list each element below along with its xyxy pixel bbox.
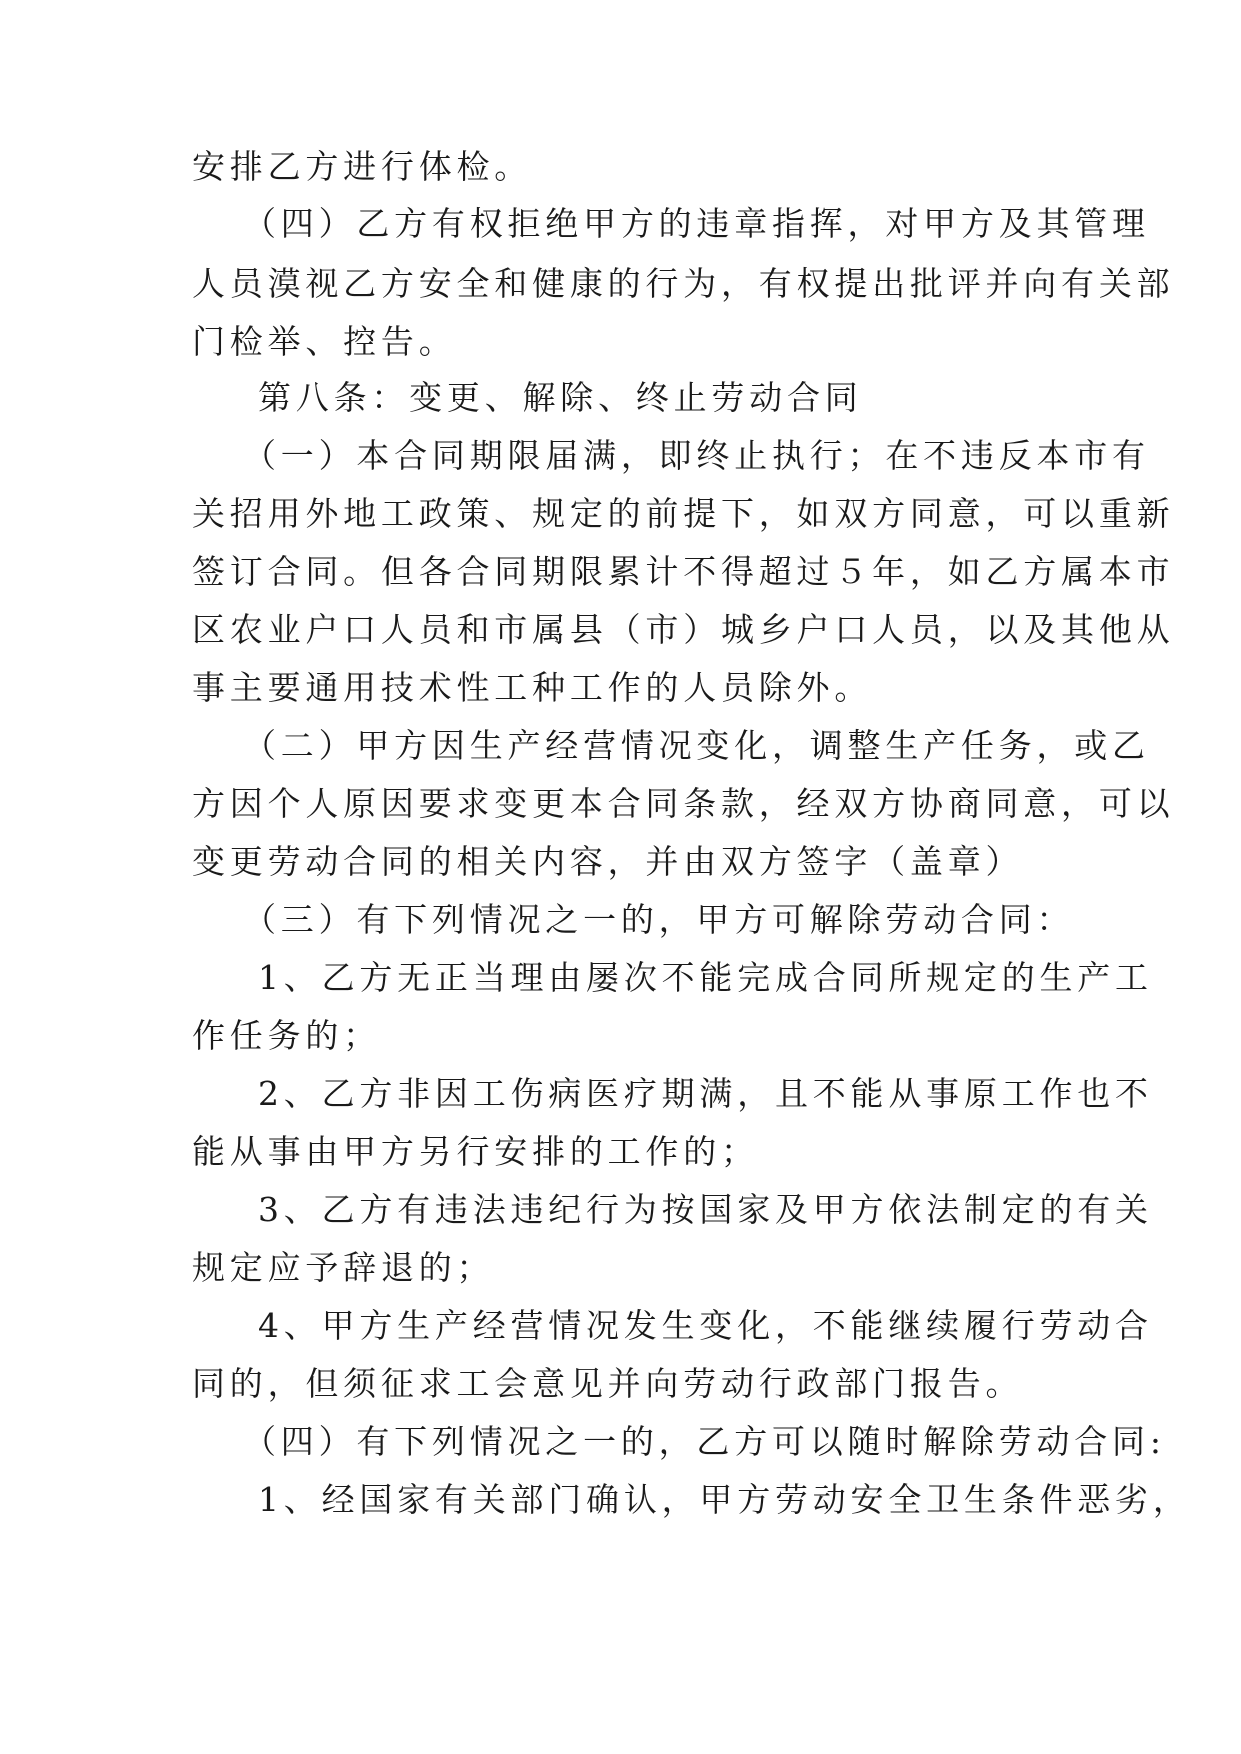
text-line: 规定应予辞退的； bbox=[192, 1248, 495, 1287]
text-line: 作任务的； bbox=[192, 1016, 381, 1055]
text-line: 关招用外地工政策、规定的前提下，如双方同意，可以重新 bbox=[192, 494, 1175, 533]
text-line: 变更劳动合同的相关内容，并由双方签字（盖章） bbox=[192, 842, 1024, 881]
text-line: 区农业户口人员和市属县（市）城乡户口人员，以及其他从 bbox=[192, 610, 1175, 649]
text-line: 1、经国家有关部门确认，甲方劳动安全卫生条件恶劣， bbox=[258, 1480, 1191, 1519]
text-line: 同的，但须征求工会意见并向劳动行政部门报告。 bbox=[192, 1364, 1024, 1403]
text-line: 3、乙方有违法违纪行为按国家及甲方依法制定的有关 bbox=[258, 1190, 1153, 1229]
text-line: 签订合同。但各合同期限累计不得超过５年，如乙方属本市 bbox=[192, 552, 1175, 591]
text-line: （四）有下列情况之一的，乙方可以随时解除劳动合同: bbox=[243, 1422, 1166, 1461]
text-line: 事主要通用技术性工种工作的人员除外。 bbox=[192, 668, 873, 707]
text-line: （四）乙方有权拒绝甲方的违章指挥，对甲方及其管理 bbox=[243, 204, 1150, 243]
text-line: 安排乙方进行体检。 bbox=[192, 147, 533, 186]
text-line: 2、乙方非因工伤病医疗期满，且不能从事原工作也不 bbox=[258, 1074, 1153, 1113]
text-line: 1、乙方无正当理由屡次不能完成合同所规定的生产工 bbox=[258, 958, 1153, 997]
text-line: 人员漠视乙方安全和健康的行为，有权提出批评并向有关部 bbox=[192, 264, 1175, 303]
text-line: （二）甲方因生产经营情况变化，调整生产任务，或乙 bbox=[243, 726, 1150, 765]
text-line: 4、甲方生产经营情况发生变化，不能继续履行劳动合 bbox=[258, 1306, 1153, 1345]
text-line: （一）本合同期限届满，即终止执行；在不违反本市有 bbox=[243, 436, 1150, 475]
section-heading: 第八条：变更、解除、终止劳动合同 bbox=[258, 378, 863, 417]
text-line: 门检举、控告。 bbox=[192, 322, 457, 361]
text-line: 能从事由甲方另行安排的工作的； bbox=[192, 1132, 759, 1171]
text-line: （三）有下列情况之一的，甲方可解除劳动合同： bbox=[243, 900, 1075, 939]
text-line: 方因个人原因要求变更本合同条款，经双方协商同意，可以 bbox=[192, 784, 1175, 823]
